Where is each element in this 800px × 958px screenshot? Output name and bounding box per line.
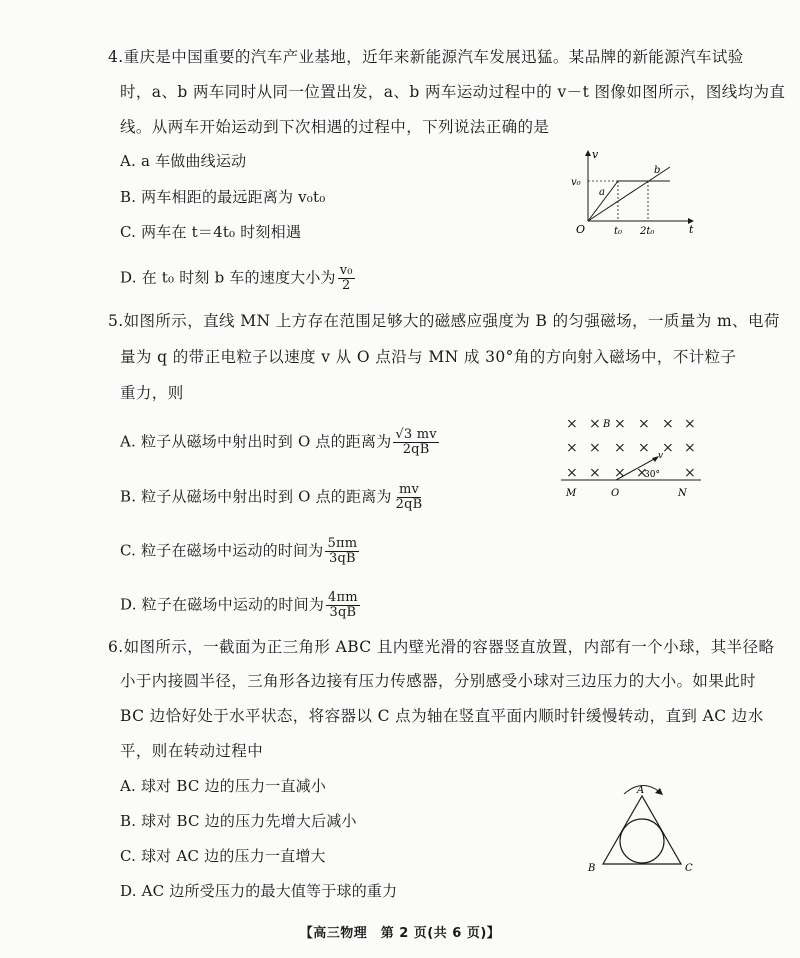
fraction-denominator: 2qB bbox=[402, 442, 430, 457]
ball bbox=[620, 819, 664, 863]
fraction-numerator: √3 mv bbox=[395, 427, 437, 442]
cross-mark: × bbox=[684, 440, 696, 456]
q5-option-d bbox=[120, 591, 360, 620]
q5-option-c-text: C. 粒子在磁场中运动的时间为 bbox=[120, 541, 324, 560]
q5-option-b bbox=[120, 483, 424, 512]
q4-vt-graph bbox=[570, 145, 705, 235]
q5-option-c-fraction bbox=[325, 537, 359, 566]
q5-option-b-text: B. 粒子从磁场中射出时到 O 点的距离为 bbox=[120, 487, 392, 506]
angle-label: 30° bbox=[644, 470, 660, 480]
q4-option-d bbox=[120, 264, 355, 293]
cross-mark: × bbox=[662, 416, 674, 432]
q5-option-c bbox=[120, 537, 359, 566]
q4-option-d-fraction bbox=[338, 264, 355, 293]
q6-stem-line-2: 小于内接圆半径，三角形各边接有压力传感器，分别感受小球对三边压力的大小。如果此时 bbox=[120, 672, 757, 690]
q4-option-d-text: D. 在 t₀ 时刻 b 车的速度大小为 bbox=[120, 268, 336, 287]
cross-mark: × bbox=[589, 440, 601, 456]
cross-mark: × bbox=[638, 416, 650, 432]
q5-stem-line-2: 量为 q 的带正电粒子以速度 v 从 O 点沿与 MN 成 30°角的方向射入磁场中，不计粒子 bbox=[120, 348, 737, 366]
cross-mark: × bbox=[566, 416, 578, 432]
field-crosses bbox=[566, 416, 696, 481]
t0-label: t₀ bbox=[614, 226, 623, 235]
vertex-a-label: A bbox=[637, 785, 645, 796]
fraction-numerator: v₀ bbox=[339, 263, 353, 278]
q4-option-b: B. 两车相距的最远距离为 v₀t₀ bbox=[120, 188, 326, 206]
x-axis-label: t bbox=[689, 223, 694, 235]
q4-stem-line-2: 时，a、b 两车同时从同一位置出发，a、b 两车运动过程中的 v－t 图像如图所示，图线均为直 bbox=[120, 83, 786, 101]
q5-option-d-text: D. 粒子在磁场中运动的时间为 bbox=[120, 595, 325, 614]
line-b-label: b bbox=[654, 165, 661, 176]
cross-mark: × bbox=[684, 465, 696, 481]
vertex-c-label: C bbox=[685, 863, 693, 874]
velocity-label: v bbox=[658, 451, 664, 461]
q5-option-b-fraction bbox=[394, 483, 425, 512]
point-m-label: M bbox=[566, 488, 577, 499]
q6-option-d: D. AC 边所受压力的最大值等于球的重力 bbox=[120, 882, 398, 900]
q5-magnetic-field-figure bbox=[556, 408, 706, 503]
q5-option-a bbox=[120, 428, 439, 457]
cross-mark: × bbox=[589, 465, 601, 481]
cross-mark: × bbox=[636, 465, 648, 481]
v0-label: v₀ bbox=[571, 177, 581, 188]
triangle-abc bbox=[603, 796, 681, 864]
cross-mark: × bbox=[684, 416, 696, 432]
q6-option-a: A. 球对 BC 边的压力一直减小 bbox=[120, 777, 327, 795]
q4-option-a: A. a 车做曲线运动 bbox=[120, 152, 247, 170]
fraction-denominator: 2 bbox=[341, 278, 351, 293]
q5-option-a-fraction bbox=[393, 428, 438, 457]
cross-mark: × bbox=[566, 465, 578, 481]
cross-mark: × bbox=[614, 465, 626, 481]
q6-option-c: C. 球对 AC 边的压力一直增大 bbox=[120, 847, 326, 865]
q4-option-c: C. 两车在 t＝4t₀ 时刻相遇 bbox=[120, 223, 302, 241]
cross-mark: × bbox=[589, 416, 601, 432]
origin-label: O bbox=[576, 223, 586, 235]
y-axis-arrow bbox=[585, 150, 591, 156]
point-o-label: O bbox=[611, 488, 620, 499]
q5-option-a-text: A. 粒子从磁场中射出时到 O 点的距离为 bbox=[120, 432, 392, 451]
fraction-numerator: 5πm bbox=[327, 536, 358, 551]
y-axis-label: v bbox=[592, 148, 599, 161]
line-a-label: a bbox=[599, 187, 605, 198]
fraction-numerator: 4πm bbox=[328, 590, 358, 605]
2t0-label: 2t₀ bbox=[640, 226, 655, 235]
q6-triangle-figure bbox=[584, 774, 709, 879]
q4-stem-line-1: 4.重庆是中国重要的汽车产业基地，近年来新能源汽车发展迅猛。某品牌的新能源汽车试验 bbox=[108, 48, 744, 66]
q5-stem-line-1: 5.如图所示，直线 MN 上方存在范围足够大的磁感应强度为 B 的匀强磁场，一质量为 m、电荷 bbox=[108, 312, 780, 330]
field-b-label: B bbox=[603, 419, 611, 430]
q6-stem-line-1: 6.如图所示，一截面为正三角形 ABC 且内壁光滑的容器竖直放置，内部有一个小球，其半径略 bbox=[108, 638, 775, 656]
fraction-denominator: 3qB bbox=[328, 551, 356, 566]
cross-mark: × bbox=[566, 440, 578, 456]
fraction-numerator: mv bbox=[398, 482, 420, 497]
vertex-b-label: B bbox=[588, 863, 596, 874]
q4-stem-line-3: 线。从两车开始运动到下次相遇的过程中，下列说法正确的是 bbox=[120, 118, 550, 136]
fraction-denominator: 2qB bbox=[395, 497, 423, 512]
point-n-label: N bbox=[678, 488, 687, 499]
cross-mark: × bbox=[662, 440, 674, 456]
cross-mark: × bbox=[638, 440, 650, 456]
cross-mark: × bbox=[614, 416, 626, 432]
q5-stem-line-3: 重力，则 bbox=[120, 384, 184, 402]
q6-stem-line-4: 平，则在转动过程中 bbox=[120, 742, 264, 760]
q6-stem-line-3: BC 边恰好处于水平状态，将容器以 C 点为轴在竖直平面内顺时针缓慢转动，直到 AC 边水 bbox=[120, 707, 764, 725]
page-footer: 【高三物理 第 2 页(共 6 页)】 bbox=[299, 926, 501, 941]
fraction-denominator: 3qB bbox=[329, 605, 357, 620]
q6-option-b: B. 球对 BC 边的压力先增大后减小 bbox=[120, 812, 357, 830]
q5-option-d-fraction bbox=[326, 591, 360, 620]
cross-mark: × bbox=[614, 440, 626, 456]
